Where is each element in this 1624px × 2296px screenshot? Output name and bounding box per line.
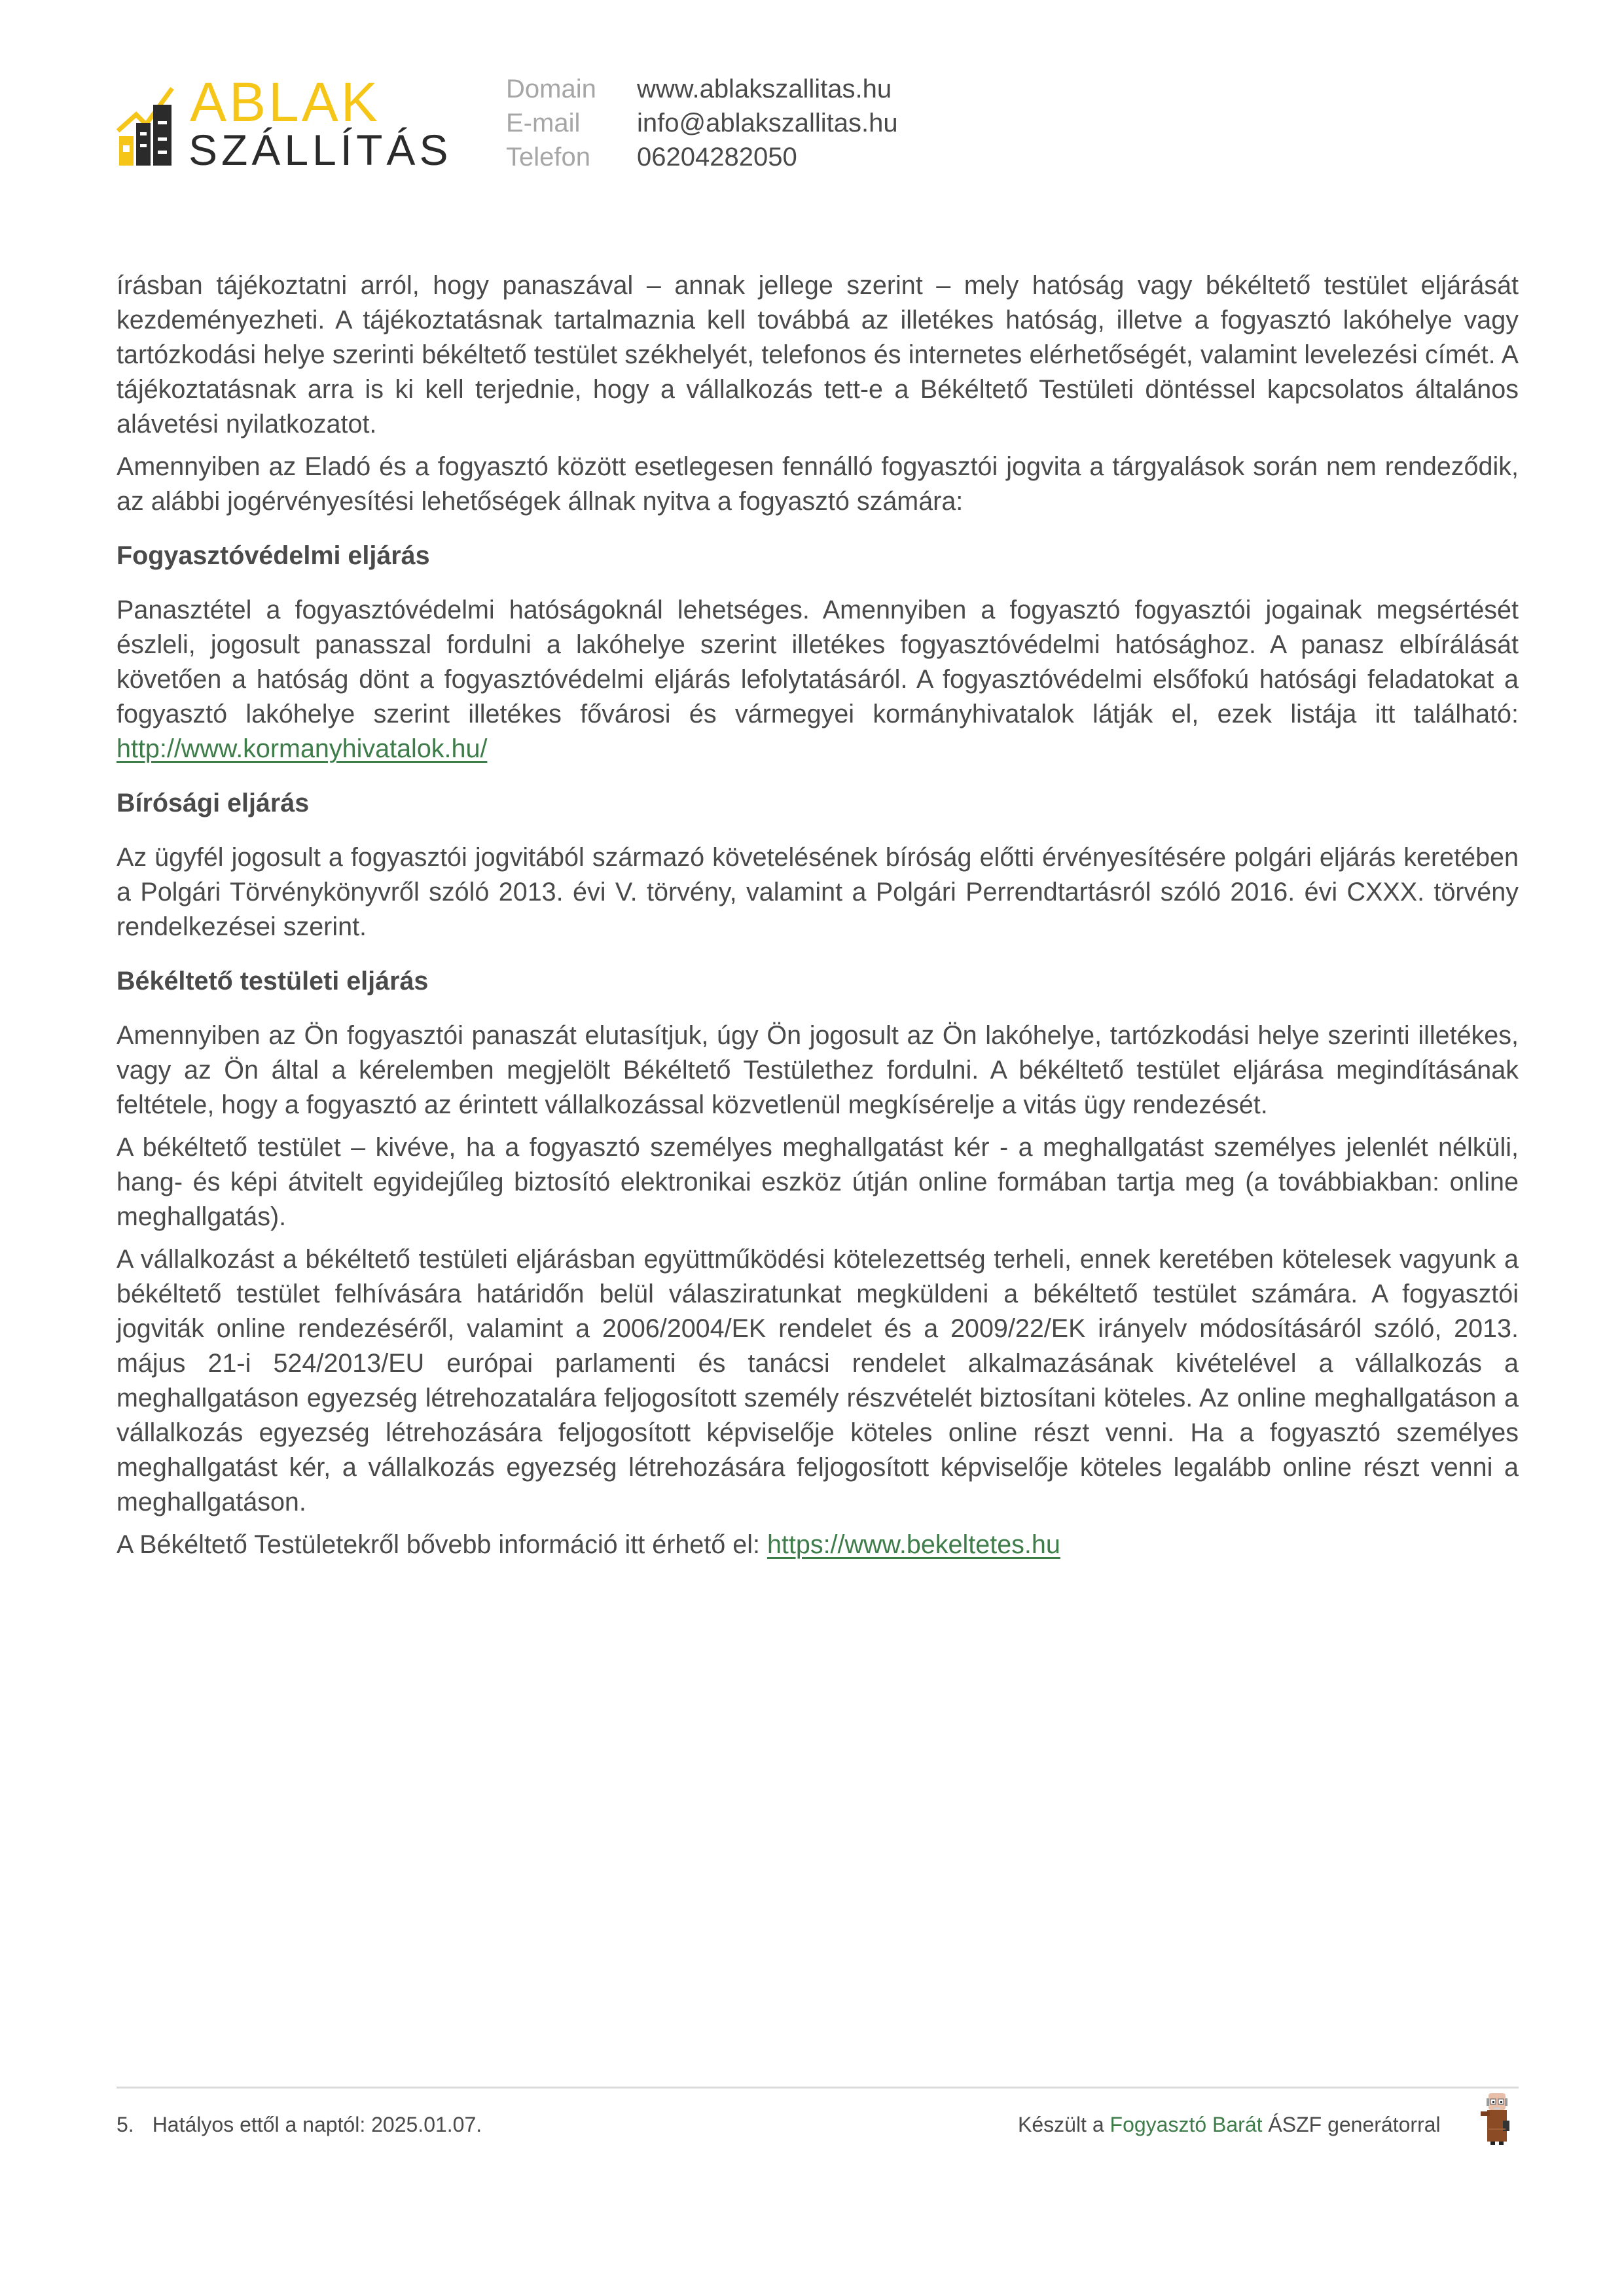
footer-divider <box>117 2087 1519 2089</box>
court-paragraph: Az ügyfél jogosult a fogyasztói jogvitából származó követelésének bíróság előtti érvényesítésére polgári eljárás keretében a Polgári Törvénykönyvről szóló 2013. évi V. törvény, valamint a Polgári Perrendtartásról szóló 2016. évi CXXX. törvény rendelkezései szerint. <box>117 843 1519 941</box>
footer-credit <box>1018 2113 1441 2137</box>
consumer-protection-paragraph <box>117 593 1519 766</box>
phone-value[interactable]: 06204282050 <box>637 143 797 171</box>
contact-label: E-mail <box>506 109 581 137</box>
building-chart-logo-icon <box>117 85 175 167</box>
contact-row-phone <box>506 140 898 174</box>
bekeltetes-link[interactable]: https://www.bekeltetes.hu <box>767 1530 1060 1559</box>
logo-text-ablak: ABLAK <box>190 71 380 133</box>
contact-row-domain <box>506 72 898 106</box>
arbitration-paragraph-2: A békéltető testület – kivéve, ha a fogyasztó személyes meghallgatást kér - a meghallgatást személyes jelenlét nélküli, hang- és képi átvitelt egyidejűleg biztosító elektronikai eszköz útján online formában tartja meg (a továbbiakban: online meghallgatás). <box>117 1133 1519 1231</box>
contact-label: Telefon <box>506 143 590 171</box>
effective-date-text: Hatályos ettől a naptól: 2025.01.07. <box>152 2113 482 2136</box>
kormanyhivatalok-link[interactable]: http://www.kormanyhivatalok.hu/ <box>117 734 488 763</box>
company-logo <box>117 71 452 174</box>
domain-value[interactable]: www.ablakszallitas.hu <box>637 75 892 103</box>
email-value[interactable]: info@ablakszallitas.hu <box>637 109 898 137</box>
consumer-protection-text: Panasztétel a fogyasztóvédelmi hatóságoknál lehetséges. Amennyiben a fogyasztó fogyasztói jogainak megsértését észleli, jogosult panasszal fordulni a lakóhelye szerint illetékes fogyasztóvédelmi hatósághoz. A panasz elbírálását követően a hatóság dönt a fogyasztóvédelmi eljárás lefolytatásáról. A fogyasztóvédelmi elsőfokú hatósági feladatokat a fogyasztó lakóhelye szerint illetékes fővárosi és vármegyei kormányhivatalok látják el, ezek listája itt található: <box>117 596 1519 728</box>
arbitration-paragraph-4 <box>117 1528 1519 1562</box>
arbitration-paragraph-1: Amennyiben az Ön fogyasztói panaszát elutasítjuk, úgy Ön jogosult az Ön lakóhelye, tartózkodási helye szerinti illetékes, vagy az Ön által a kérelemben megjelölt Békéltető Testülethez fordulni. A békéltető testület eljárása megindításának feltétele, hogy a fogyasztó az érintett vállalkozással közvetlenül megkísérelje a vitás ügy rendezését. <box>117 1021 1519 1119</box>
contact-label: Domain <box>506 75 596 103</box>
arbitration-info-text: A Békéltető Testületekről bővebb információ itt érhető el: <box>117 1530 767 1559</box>
monk-mascot-icon <box>1478 2089 1516 2148</box>
logo-text-szallitas: SZÁLLÍTÁS <box>189 126 452 174</box>
credit-suffix: ÁSZF generátorral <box>1262 2113 1441 2136</box>
contact-row-email <box>506 106 898 140</box>
section-heading-court: Bírósági eljárás <box>117 789 310 817</box>
arbitration-paragraph-3: A vállalkozást a békéltető testületi eljárásban együttműködési kötelezettség terheli, ennek keretében kötelesek vagyunk a békéltető testület felhívására határidőn belül válasziratunkat megküldeni a békéltető testület számára. A fogyasztói jogviták online rendezéséről, valamint a 2006/2004/EK rendelet és a 2009/22/EK irányelv módosításáról szóló, 2013. május 21-i 524/2013/EU európai parlamenti és tanácsi rendelet alkalmazásának kivételével a vállalkozás a meghallgatáson egyezség létrehozatalára feljogosított személy részvételét biztosítani köteles. Az online meghallgatáson a vállalkozás egyezség létrehozására feljogosított képviselője köteles online részt venni. Ha a fogyasztó személyes meghallgatást kér, a vállalkozás egyezség létrehozására feljogosított képviselője köteles legalább online részt venni a meghallgatáson. <box>117 1245 1519 1516</box>
credit-prefix: Készült a <box>1018 2113 1110 2136</box>
page-number: 5. <box>117 2113 134 2136</box>
footer-effective-date <box>117 2113 482 2137</box>
credit-brand-link[interactable]: Fogyasztó Barát <box>1110 2113 1263 2136</box>
section-heading-arbitration: Békéltető testületi eljárás <box>117 967 429 996</box>
page-header <box>117 72 967 177</box>
intro-paragraph: írásban tájékoztatni arról, hogy panaszával – annak jellege szerint – mely hatóság vagy békéltető testület eljárását kezdeményezheti. A tájékoztatásnak tartalmaznia kell továbbá az illetékes hatóság, illetve a fogyasztó lakóhelye vagy tartózkodási helye szerinti békéltető testület székhelyét, telefonos és internetes elérhetőségét, valamint levelezési címét. A tájékoztatásnak arra is ki kell terjednie, hogy a vállalkozás tett-e a Békéltető Testületi döntéssel kapcsolatos általános alávetési nyilatkozatot. <box>117 271 1519 439</box>
contact-info <box>506 72 898 174</box>
document-body <box>117 268 1519 1570</box>
section-heading-consumer-protection: Fogyasztóvédelmi eljárás <box>117 541 430 570</box>
rights-paragraph: Amennyiben az Eladó és a fogyasztó között esetlegesen fennálló fogyasztói jogvita a tárgyalások során nem rendeződik, az alábbi jogérvényesítési lehetőségek állnak nyitva a fogyasztó számára: <box>117 452 1519 516</box>
